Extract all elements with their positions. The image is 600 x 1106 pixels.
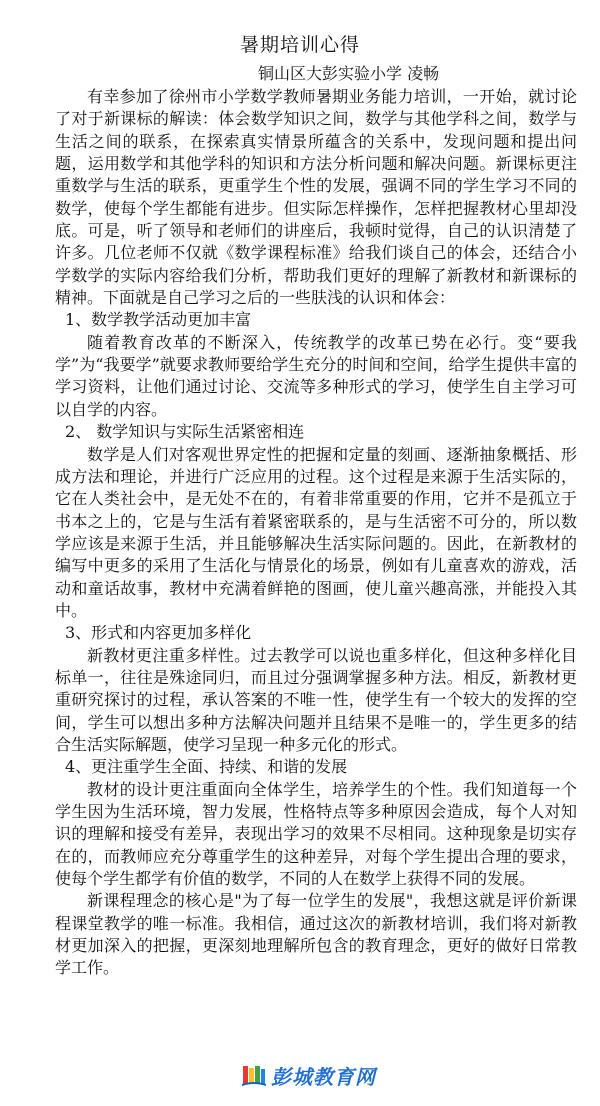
section-paragraph-4: 教材的设计更注重面向全体学生，培养学生的个性。我们知道每一个学生因为生活环境，智力发展，性格特点等多种原因会造成，每个人对知识的理解和接受有差异，表现出学习的效果不尽相同。这种现象是切实存在的，而教师应充分尊重学生的这种差异，对每个学生提出合理的要求，使每个学生都学有价值的数学，不同的人在数学上获得不同的发展。 — [55, 779, 577, 889]
section-heading-1: 1、数学教学活动更加丰富 — [65, 310, 252, 330]
section-paragraph-1: 随着教育改革的不断深入，传统教学的改革已势在必行。变“要我学”为“我要学”就要求教师要给学生充分的时间和空间，给学生提供丰富的学习资料，让他们通过讨论、交流等多种形式的学习，使学生自主学习可以自学的内容。 — [55, 332, 577, 419]
logo-text: 彭城教育网 — [271, 1064, 376, 1089]
section-heading-2: 2、 数学知识与实际生活紧密相连 — [65, 422, 305, 442]
site-logo — [241, 1061, 376, 1089]
intro-paragraph: 有幸参加了徐州市小学数学教师暑期业务能力培训，一开始，就讨论了对于新课标的解读：体会数学知识之间，数学与其他学科之间，数学与生活之间的联系，在探索真实情景所蕴含的关系中，发现问题和提出问题，运用数学和其他学科的知识和方法分析问题和解决问题。新课标更注重数学与生活的联系，更重学生个性的发展，强调不同的学生学习不同的数学，使每个学生都能有进步。但实际怎样操作，怎样把握教材心里却没底。可是，听了领导和老师们的讲座后，我顿时觉得，自己的认识清楚了许多。几位老师不仅就《数学课程标准》给我们谈自己的体会，还结合小学数学的实际内容给我们分析，帮助我们更好的理解了新教材和新课标的精神。下面就是自己学习之后的一些肤浅的认识和体会： — [55, 87, 577, 308]
section-heading-3: 3、形式和内容更加多样化 — [65, 623, 252, 643]
section-paragraph-3: 新教材更注重多样性。过去教学可以说也重多样化，但这种多样化目标单一，往往是殊途同归，而且过分强调掌握多种方法。相反，新教材更重研究探讨的过程，承认答案的不唯一性，使学生有一个较大的发挥的空间，学生可以想出多种方法解决问题并且结果不是唯一的，学生更多的结合生活实际解题，使学习呈现一种多元化的形式。 — [55, 645, 577, 754]
section-paragraph-2: 数学是人们对客观世界定性的把握和定量的刻画、逐渐抽象概括、形成方法和理论，并进行广泛应用的过程。这个过程是来源于生活实际的，它在人类社会中，是无处不在的，有着非常重要的作用，它并不是孤立于书本之上的，它是与生活有着紧密联系的，是与生活密不可分的，所以数学应该是来源于生活，并且能够解决生活实际问题的。因此，在新教材的编写中更多的采用了生活化与情景化的场景，例如有儿童喜欢的游戏，活动和童话故事，教材中充满着鲜艳的图画，使儿童兴趣高涨，并能投入其中。 — [55, 444, 577, 620]
section-heading-4: 4、更注重学生全面、持续、和谐的发展 — [65, 757, 348, 777]
author-line: 铜山区大彭实验小学 凌畅 — [258, 64, 440, 83]
document-title: 暑期培训心得 — [239, 34, 360, 56]
closing-paragraph: 新课程理念的核心是"为了每一位学生的发展"，我想这就是评价新课程课堂教学的唯一标准。我相信，通过这次的新教材培训，我们将对新教材更加深入的把握，更深刻地理解所包含的教育理念，更好的做好日常教学工作。 — [55, 891, 577, 978]
book-logo-icon — [241, 1062, 267, 1088]
document-body — [55, 86, 577, 980]
